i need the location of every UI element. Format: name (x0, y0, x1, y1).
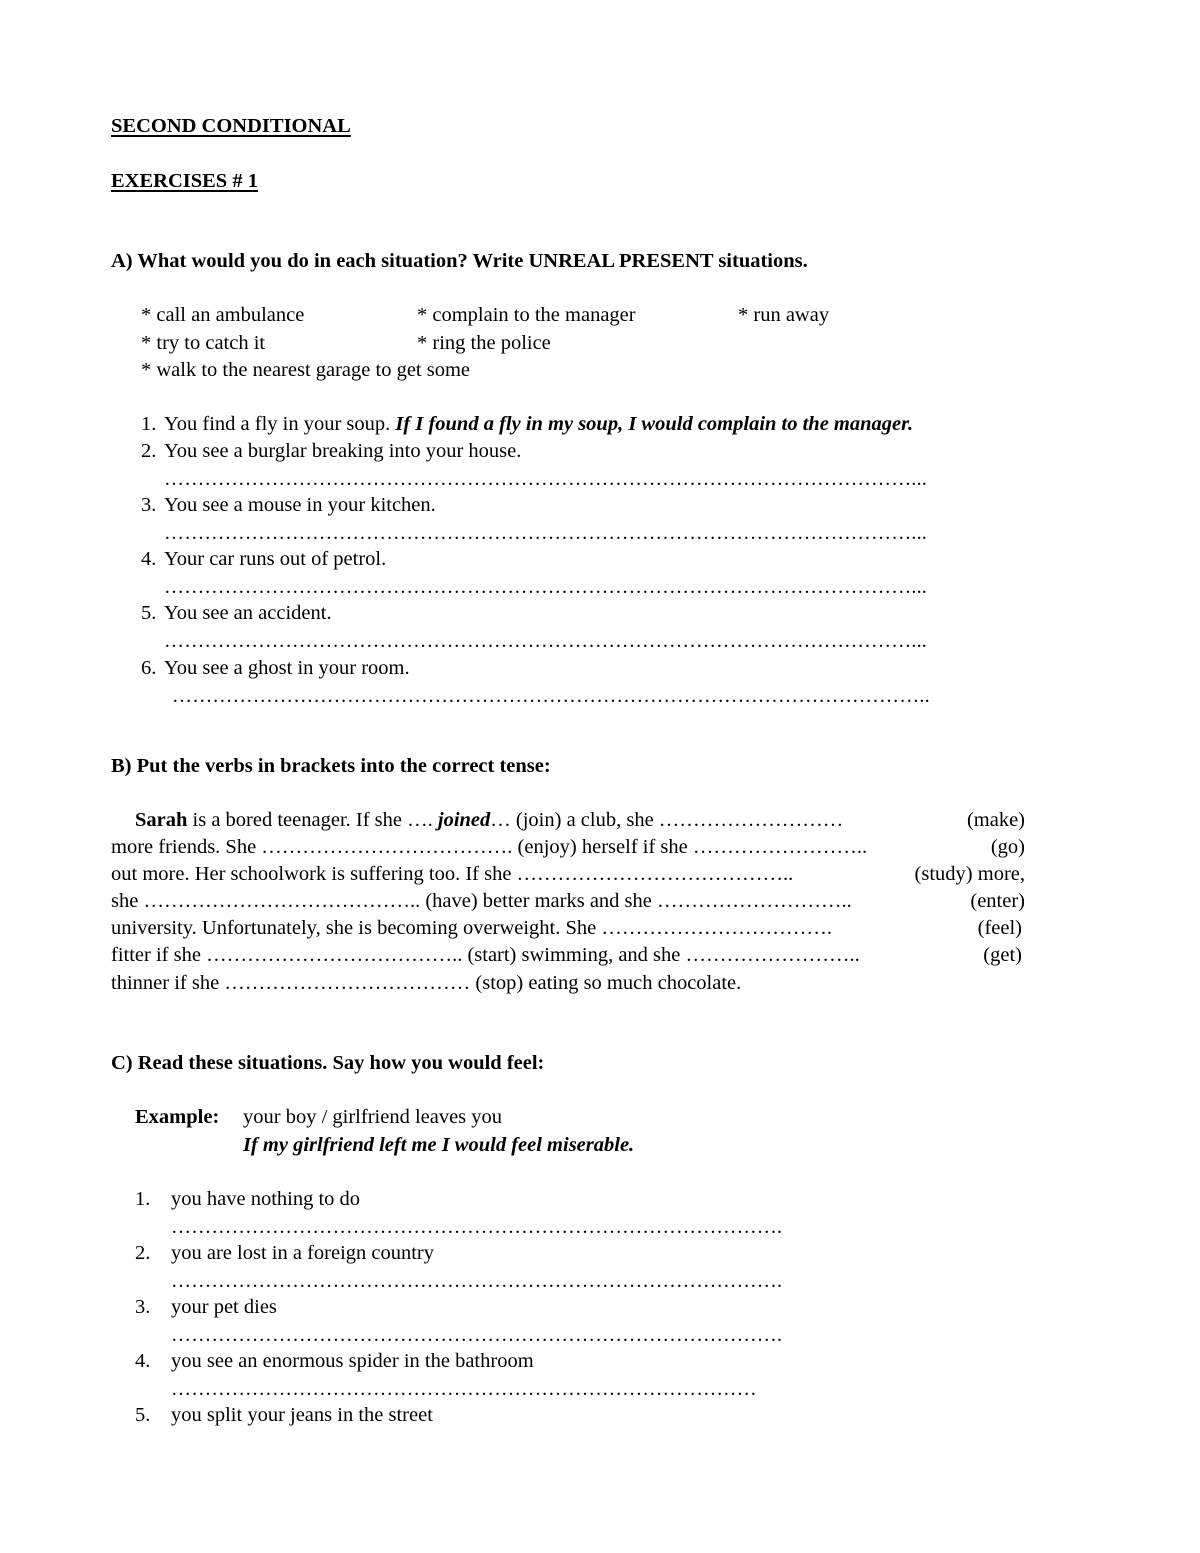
a-item-5-answer-line: …………………………………………………………………………………………………... (164, 630, 927, 652)
c-item-1-number: 1. (135, 1188, 151, 1210)
a-item-4-prompt: Your car runs out of petrol. (164, 548, 387, 570)
b-line-3: out more. Her schoolwork is suffering too. If she ………………………………….. (111, 863, 799, 885)
a-item-6-prompt: You see a ghost in your room. (164, 657, 410, 679)
c-item-5-number: 5. (135, 1404, 151, 1426)
b-name-sarah: Sarah (135, 809, 188, 831)
b-line-1-end: (make) (966, 809, 1025, 831)
a-item-5-prompt: You see an accident. (164, 602, 332, 624)
a-item-2-answer-line: …………………………………………………………………………………………………... (164, 468, 927, 490)
b-line-4: she ………………………………….. (have) better marks and she ……………………….. (111, 890, 857, 912)
a-item-1-prompt: You find a fly in your soup. (164, 413, 396, 435)
section-b-heading: B) Put the verbs in brackets into the correct tense: (111, 755, 551, 777)
a-item-2-number: 2. (141, 440, 157, 462)
c-item-3-number: 3. (135, 1296, 151, 1318)
b-line-2: more friends. She ………………………………. (enjoy) herself if she …………………….. (111, 836, 873, 858)
c-item-4-answer-line: …………………………………………………………………………… (171, 1378, 757, 1400)
page-title: SECOND CONDITIONAL (111, 115, 351, 137)
a-item-6-number: 6. (141, 657, 157, 679)
option-call-ambulance: * call an ambulance (141, 304, 305, 326)
a-item-4-answer-line: …………………………………………………………………………………………………... (164, 576, 927, 598)
a-item-4-number: 4. (141, 548, 157, 570)
option-ring-police: * ring the police (417, 332, 551, 354)
b-line-6-end: (get) (983, 944, 1022, 966)
c-item-2-prompt: you are lost in a foreign country (171, 1242, 435, 1264)
a-item-3-prompt: You see a mouse in your kitchen. (164, 494, 436, 516)
c-item-1-prompt: you have nothing to do (171, 1188, 361, 1210)
a-item-6-answer-line: ………………………………………………………………………………………………….. (172, 685, 930, 707)
a-item-3-answer-line: …………………………………………………………………………………………………... (164, 522, 927, 544)
option-complain-manager: * complain to the manager (417, 304, 636, 326)
b-line-7: thinner if she ……………………………… (stop) eating so much chocolate. (111, 972, 742, 994)
a-item-5-number: 5. (141, 602, 157, 624)
option-walk-garage: * walk to the nearest garage to get some (141, 359, 471, 381)
b-line-5-end: (feel) (977, 917, 1022, 939)
exercise-subtitle: EXERCISES # 1 (111, 170, 258, 192)
c-item-2-number: 2. (135, 1242, 151, 1264)
example-answer: If my girlfriend left me I would feel miserable. (243, 1134, 635, 1156)
c-item-3-prompt: your pet dies (171, 1296, 277, 1318)
b-line-4-end: (enter) (970, 890, 1025, 912)
option-try-catch: * try to catch it (141, 332, 266, 354)
b-example-answer: joined (437, 809, 491, 831)
option-run-away: * run away (738, 304, 830, 326)
b-line-1 (135, 810, 854, 831)
a-item-1-number: 1. (141, 413, 157, 435)
example-situation: your boy / girlfriend leaves you (243, 1106, 503, 1128)
b-line-3-end: (study) more, (914, 863, 1025, 885)
a-item-1 (164, 414, 913, 435)
c-item-4-number: 4. (135, 1350, 151, 1372)
b-line-5: university. Unfortunately, she is becoming overweight. She ……………………………. (111, 917, 838, 939)
c-item-1-answer-line: ………………………………………………………………………………. (171, 1216, 783, 1238)
c-item-5-prompt: you split your jeans in the street (171, 1404, 433, 1426)
a-item-1-answer: If I found a fly in my soup, I would complain to the manager. (395, 413, 914, 435)
section-c-heading: C) Read these situations. Say how you would feel: (111, 1052, 545, 1074)
b-line-6: fitter if she ……………………………….. (start) swimming, and she …………………….. (111, 944, 865, 966)
b-line-2-end: (go) (990, 836, 1025, 858)
c-item-4-prompt: you see an enormous spider in the bathroom (171, 1350, 534, 1372)
c-item-2-answer-line: ………………………………………………………………………………. (171, 1270, 783, 1292)
c-item-3-answer-line: ………………………………………………………………………………. (171, 1324, 783, 1346)
a-item-3-number: 3. (141, 494, 157, 516)
b-line-1-part-2: … (join) a club, she ……………………… (490, 809, 854, 831)
section-a-heading: A) What would you do in each situation? Write UNREAL PRESENT situations. (111, 250, 808, 272)
b-line-1-part-1: is a bored teenager. If she …. (187, 809, 438, 831)
a-item-2-prompt: You see a burglar breaking into your house. (164, 440, 522, 462)
example-label: Example: (135, 1106, 220, 1128)
